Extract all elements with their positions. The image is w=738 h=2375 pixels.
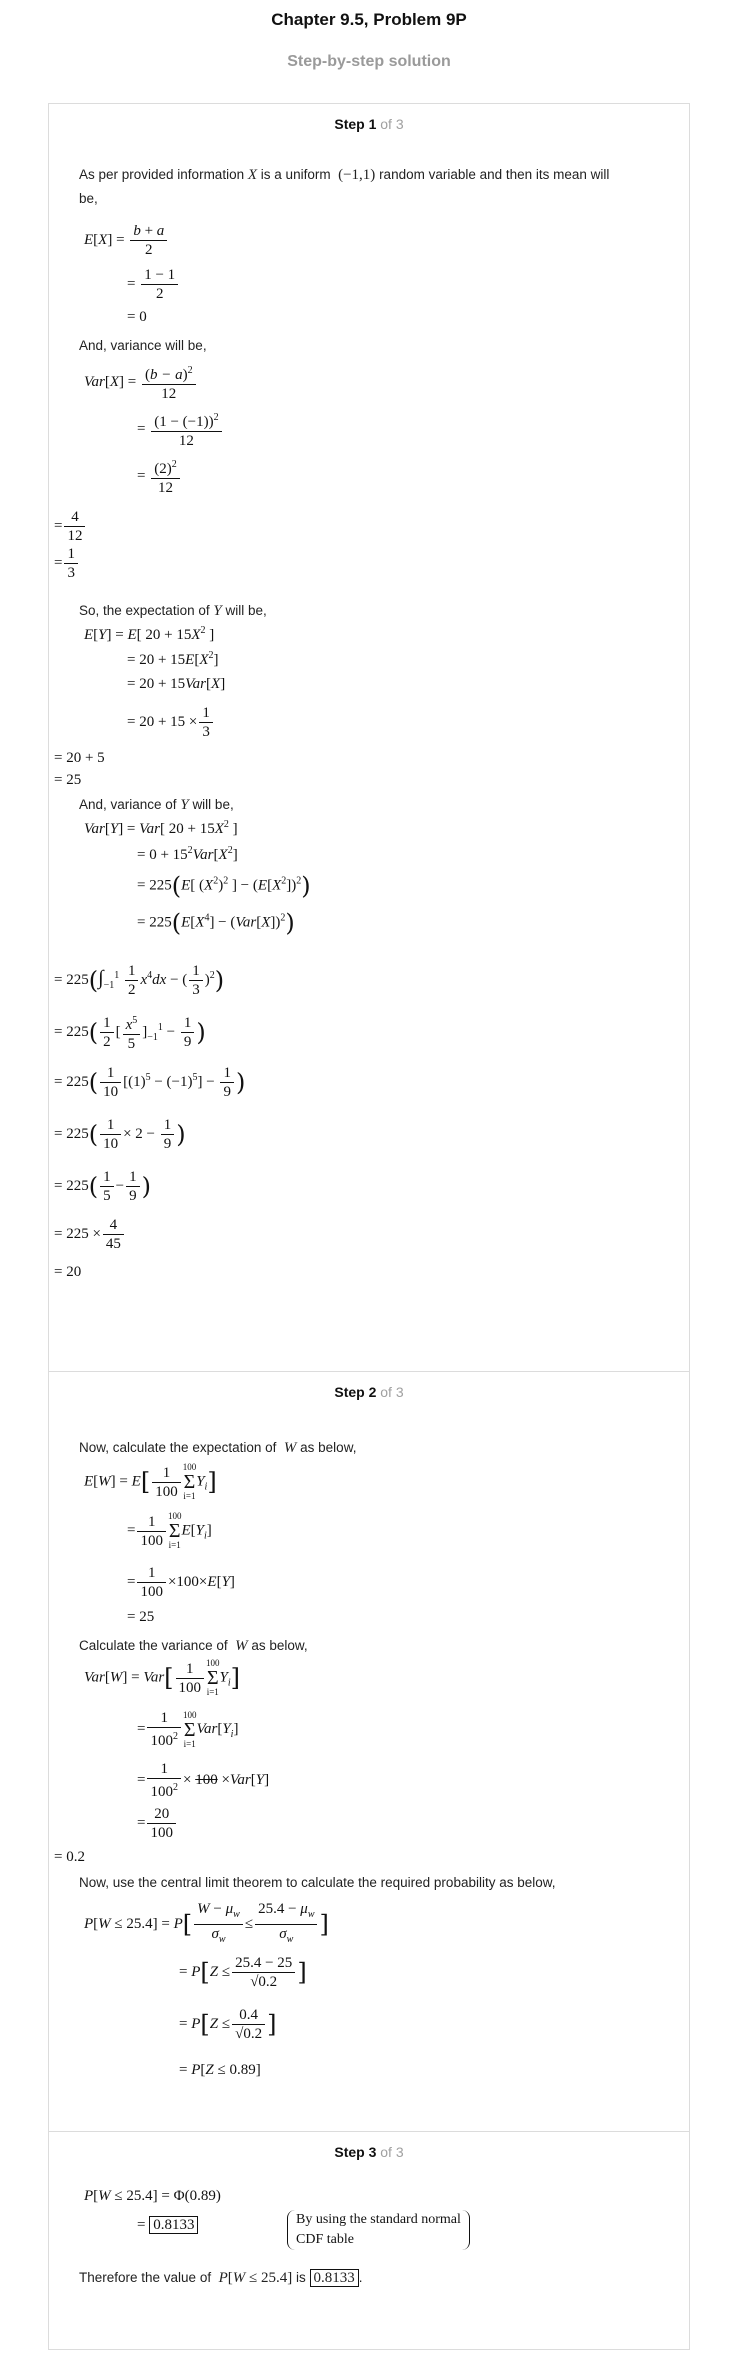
page-title: Chapter 9.5, Problem 9P <box>271 10 467 29</box>
var-eq-2: = $\frac{(1 - (-1))^2}{12}$ <box>137 409 224 450</box>
step-1-header: Step 1 of 3 <box>334 116 404 132</box>
exp-y-eq-5: = 20 + 5 <box>54 750 105 766</box>
exp-w-intro: Now, calculate the expectation of W as below, <box>79 1440 357 1456</box>
var-eq-3: = $\frac{(2)^2}{12}$ <box>137 456 182 497</box>
var-y-eq-8: = 225( $\frac{1}{10}$ × 2 − $\frac{1}{9}$ ) <box>54 1117 186 1152</box>
step-1-card <box>48 103 690 1372</box>
mean-intro: As per provided information X is a uniform (−1,1) random variable and then its mean will be, <box>79 167 610 206</box>
final-eq-2: = 0.8133 <box>137 2217 198 2234</box>
clt-eq-1: P[W ≤ 25.4] = P[ $\frac{W - \mu_w}{\sigma_w}$ ≤ $\frac{25.4 - \mu_w}{\sigma_w}$ ] <box>84 1901 329 1945</box>
exp-w-eq-3: = $\frac{1}{100}$ ×100×E[Y] <box>127 1565 235 1600</box>
conclusion: Therefore the value of P[W ≤ 25.4] is 0.8133 . <box>79 2270 363 2286</box>
var-w-eq-2: = $\frac{1}{100^2}$ 100 Σ $i=1Var[Y_i]$ <box>137 1709 239 1749</box>
exp-y-eq-1: E[Y] = E[ $20 + 15X^2$ ] <box>84 625 215 643</box>
var-w-eq-4: = $\frac{20}{100}$ <box>137 1805 178 1842</box>
table-note <box>287 2210 470 2250</box>
var-eq-4: = $\frac{4}{12}$ <box>54 508 87 545</box>
clt-eq-4: = P[Z ≤ 0.89] <box>179 2062 261 2078</box>
step-3-header: Step 3 of 3 <box>334 2144 404 2160</box>
table-note-line-1: By using the standard normal <box>296 2212 461 2227</box>
var-y-eq-11: = 20 <box>54 1264 82 1280</box>
final-answer: 0.8133 <box>310 2269 359 2287</box>
step-2-header: Step 2 of 3 <box>334 1384 404 1400</box>
page-subtitle: Step-by-step solution <box>287 53 451 70</box>
var-y-eq-6: = 225( $\frac{1}{2}$ [ $\frac{x^5}{5}$ ]$_{-1}^1$ − $\frac{1}{9}$ ) <box>54 1012 206 1053</box>
var-y-eq-10: = 225 × $\frac{4}{45}$ <box>54 1216 126 1253</box>
var-y-eq-3: = 225(E[ $(X^2)^2$ ] − $(E[X^2])^2$) <box>137 872 311 900</box>
mean-eq-3: = 0 <box>127 309 147 325</box>
var-y-eq-4: = $225(E[X^4] - (Var[X])^2)$ <box>137 909 295 937</box>
exp-y-eq-6: = 25 <box>54 772 82 788</box>
var-w-intro: Calculate the variance of W as below, <box>79 1638 308 1654</box>
exp-y-eq-3: = 20 + 15Var[X] <box>127 676 226 692</box>
exp-w-eq-4: = 25 <box>127 1609 155 1625</box>
clt-eq-3: = P[Z ≤ $\frac{0.4}{√0.2}$ ] <box>179 2007 277 2042</box>
exp-w-eq-1: E[W] = E[ $\frac{1}{100}$ 100 Σ $i=1Y_i$] <box>84 1462 217 1501</box>
var-y-eq-7: = 225( $\frac{1}{10}$ $[(1)^5 - (-1)^5]$ − $\frac{1}{9}$ ) <box>54 1065 246 1100</box>
step-3-card <box>48 2131 690 2350</box>
var-y-eq-1: Var[Y] = Var[ $20 + 15X^2$ ] <box>84 819 238 837</box>
var-y-eq-2: = $0 + 15^2Var[X^2]$ <box>137 845 238 863</box>
step-2-card <box>48 1371 690 2132</box>
clt-eq-2: = P[Z ≤ $\frac{25.4 - 25}{√0.2}$ ] <box>179 1955 307 1990</box>
exp-y-eq-2: = $20 + 15E[X^2]$ <box>127 650 219 668</box>
exp-y-intro: So, the expectation of Y will be, <box>79 603 267 619</box>
final-eq-1: P[W ≤ 25.4] = Φ(0.89) <box>84 2188 221 2204</box>
variance-intro: And, variance will be, <box>79 338 207 353</box>
var-w-eq-3: = $\frac{1}{100^2}$ × 100 ×Var[Y] <box>137 1761 270 1800</box>
var-y-intro: And, variance of Y will be, <box>79 797 234 813</box>
mean-eq-1: E[X] = $\frac{b + a}{2}$ <box>84 222 169 259</box>
var-eq-1: Var[X] = $\frac{(b - a)^2}{12}$ <box>84 362 198 403</box>
var-w-eq-5: = 0.2 <box>54 1849 85 1865</box>
clt-intro: Now, use the central limit theorem to calculate the required probability as below, <box>79 1875 556 1890</box>
exp-y-eq-4: = 20 + 15 × $\frac{1}{3}$ <box>127 704 215 741</box>
var-y-eq-5: = $225(\int_{-1}^1$ $\frac{1}{2}$ $x^4dx$ − ( $\frac{1}{3}$ )$^2$) <box>54 963 225 998</box>
table-note-line-2: CDF table <box>296 2232 354 2247</box>
var-y-eq-9: = 225( $\frac{1}{5}$ − $\frac{1}{9}$ ) <box>54 1169 151 1204</box>
exp-w-eq-2: = $\frac{1}{100}$ 100 Σ $i=1E[Y_i]$ <box>127 1511 212 1550</box>
var-w-eq-1: Var[W] = Var[ $\frac{1}{100}$ 100 Σ $i=1Y_i$] <box>84 1658 241 1697</box>
mean-eq-2: = $\frac{1 - 1}{2}$ <box>127 266 180 303</box>
var-eq-5: = $\frac{1}{3}$ <box>54 545 80 582</box>
